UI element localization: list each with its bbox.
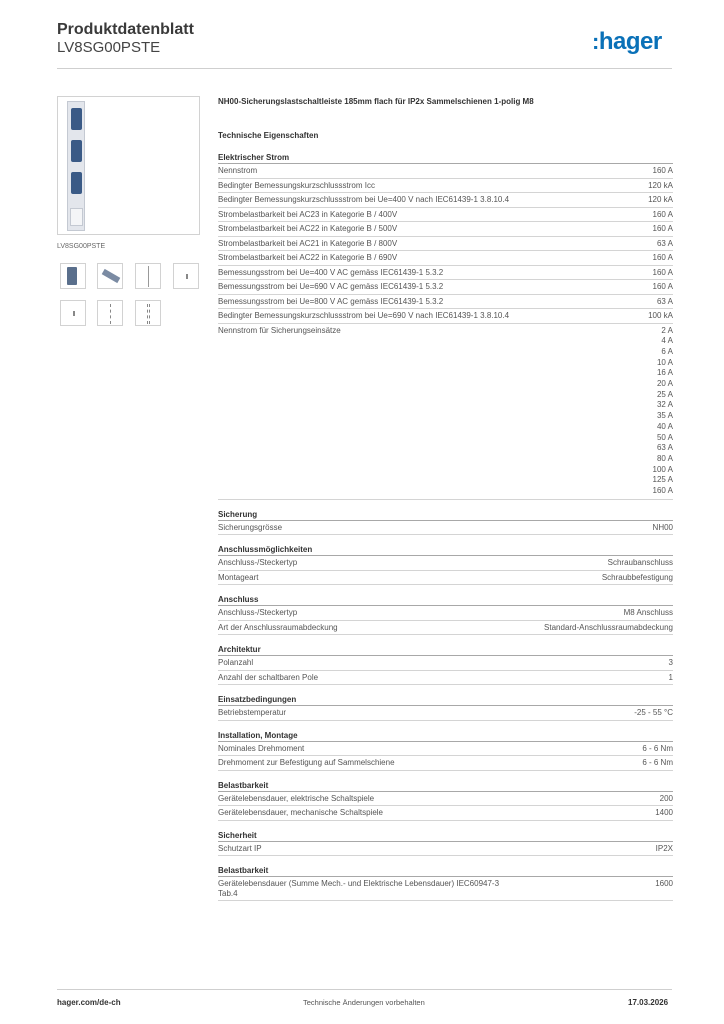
spec-section	[218, 644, 673, 685]
spec-value-list	[653, 326, 673, 497]
spec-value: 120 kA	[648, 180, 673, 190]
thumbnail-side-profile[interactable]	[135, 263, 161, 289]
spec-label: Bemessungsstrom bei Ue=690 V AC gemäss IEC61439-1 5.3.2	[218, 282, 444, 291]
spec-section	[218, 730, 673, 771]
spec-row	[218, 164, 673, 179]
spec-value: NH00	[652, 522, 673, 532]
spec-value: 4 A	[661, 336, 673, 346]
spec-value: 160 A	[652, 253, 673, 262]
spec-label: Anschluss-/Steckertyp	[218, 608, 298, 618]
spec-section	[218, 152, 673, 500]
spec-row	[218, 877, 673, 901]
spec-value: 160 A	[652, 224, 673, 233]
spec-row	[218, 621, 673, 636]
spec-label: Nennstrom für Sicherungseinsätze	[218, 325, 341, 335]
spec-row	[218, 295, 673, 310]
spec-row	[218, 193, 673, 208]
spec-label: Nominales Drehmoment	[218, 743, 305, 753]
spec-row	[218, 222, 673, 237]
spec-row	[218, 324, 673, 500]
technical-properties-heading: Technische Eigenschaften	[218, 131, 319, 140]
thumbnail-drawing[interactable]	[97, 300, 123, 326]
footer-website-link[interactable]: hager.com/de-ch	[57, 998, 121, 1007]
spec-value: 160 A	[652, 282, 673, 291]
spec-row	[218, 208, 673, 223]
spec-label: Gerätelebensdauer, mechanische Schaltspiele	[218, 808, 383, 818]
spec-value: Schraubbefestigung	[601, 572, 673, 582]
spec-label: Nennstrom	[218, 166, 258, 175]
product-image[interactable]	[57, 96, 200, 235]
drawing-detail-icon	[147, 304, 150, 324]
fuse-module-icon	[71, 140, 82, 162]
spec-row	[218, 266, 673, 281]
image-caption: LV8SG00PSTE	[57, 243, 106, 250]
spec-row	[218, 606, 673, 621]
section-heading: Anschluss	[218, 594, 673, 606]
thumbnail-product-view[interactable]	[60, 263, 86, 289]
spec-row	[218, 656, 673, 671]
spec-value: 160 A	[652, 267, 673, 277]
spec-value: 6 A	[661, 346, 673, 356]
spec-row	[218, 842, 673, 857]
spec-row	[218, 251, 673, 266]
article-title: NH00-Sicherungslastschaltleiste 185mm flach für IP2x Sammelschienen 1-polig M8	[218, 97, 534, 106]
spec-value: -25 - 55 °C	[634, 708, 673, 718]
spec-row	[218, 237, 673, 252]
spec-value: 25 A	[656, 389, 673, 399]
spec-value: Schraubanschluss	[607, 558, 673, 568]
spec-value: 125 A	[652, 475, 673, 485]
thumbnail-angled-view[interactable]	[97, 263, 123, 289]
spec-value: 2 A	[661, 325, 673, 335]
spec-label: Schutzart IP	[218, 843, 262, 853]
spec-label: Bedingter Bemessungskurzschlussstrom Icc	[218, 180, 375, 190]
spec-value: 200	[659, 793, 673, 803]
section-heading: Belastbarkeit	[218, 865, 673, 877]
drawing-icon	[110, 304, 111, 324]
spec-section	[218, 544, 673, 585]
spec-row	[218, 521, 673, 536]
spec-value: 100 A	[652, 464, 673, 474]
spec-label: Betriebstemperatur	[218, 708, 287, 718]
fuse-module-icon	[71, 172, 82, 194]
specifications	[218, 152, 673, 910]
header-divider	[57, 68, 672, 69]
spec-label: Montageart	[218, 572, 259, 582]
spec-label: Strombelastbarkeit bei AC22 in Kategorie B / 690V	[218, 253, 398, 262]
spec-row	[218, 571, 673, 586]
spec-row	[218, 556, 673, 571]
spec-label: Anschluss-/Steckertyp	[218, 558, 298, 568]
angled-view-icon	[102, 269, 121, 283]
spec-label: Polanzahl	[218, 658, 254, 668]
spec-label: Anzahl der schaltbaren Pole	[218, 672, 319, 682]
spec-section	[218, 830, 673, 857]
spec-value: 100 kA	[648, 311, 673, 320]
spec-value: 16 A	[656, 368, 673, 378]
end-view-icon	[186, 274, 188, 279]
section-heading: Belastbarkeit	[218, 780, 673, 792]
spec-value: 120 kA	[648, 195, 673, 204]
spec-section	[218, 865, 673, 901]
spec-value: 63 A	[656, 296, 673, 306]
spec-section	[218, 694, 673, 721]
connection-cover-icon	[70, 208, 83, 226]
spec-value: M8 Anschluss	[623, 608, 673, 618]
page-title: Produktdatenblatt	[57, 21, 194, 38]
spec-value: 63 A	[656, 238, 673, 248]
spec-row	[218, 706, 673, 721]
hager-logo[interactable]	[592, 28, 662, 56]
spec-row	[218, 742, 673, 757]
spec-label: Bedingter Bemessungskurzschlussstrom bei Ue=400 V nach IEC61439-1 3.8.10.4	[218, 195, 510, 204]
spec-value: 50 A	[656, 432, 673, 442]
section-heading: Elektrischer Strom	[218, 152, 673, 164]
spec-value: 160 A	[652, 166, 673, 175]
spec-value: 6 - 6 Nm	[642, 758, 673, 768]
spec-row	[218, 280, 673, 295]
spec-label: Strombelastbarkeit bei AC22 in Kategorie B / 500V	[218, 224, 398, 233]
spec-value: 160 A	[652, 209, 673, 219]
footer-divider	[57, 989, 672, 990]
spec-value: 32 A	[656, 400, 673, 410]
fuse-switch-strip-icon	[67, 101, 85, 231]
spec-label: Bemessungsstrom bei Ue=800 V AC gemäss IEC61439-1 5.3.2	[218, 296, 444, 306]
fuse-module-icon	[71, 108, 82, 130]
spec-section	[218, 780, 673, 821]
spec-row	[218, 756, 673, 771]
spec-value: 20 A	[656, 379, 673, 389]
spec-row	[218, 309, 673, 324]
thumbnail-dimension[interactable]	[60, 300, 86, 326]
spec-label: Gerätelebensdauer, elektrische Schaltspiele	[218, 793, 375, 803]
product-view-icon	[67, 267, 77, 285]
section-heading: Architektur	[218, 644, 673, 656]
thumbnail-end-view[interactable]	[173, 263, 199, 289]
spec-value: 80 A	[656, 453, 673, 463]
footer-disclaimer: Technische Änderungen vorbehalten	[303, 998, 425, 1007]
spec-label: Bedingter Bemessungskurzschlussstrom bei Ue=690 V nach IEC61439-1 3.8.10.4	[218, 311, 510, 320]
section-heading: Sicherheit	[218, 830, 673, 842]
spec-label: Strombelastbarkeit bei AC23 in Kategorie B / 400V	[218, 209, 398, 219]
logo-text: hager	[598, 28, 662, 55]
spec-label: Bemessungsstrom bei Ue=400 V AC gemäss IEC61439-1 5.3.2	[218, 267, 444, 277]
section-heading: Einsatzbedingungen	[218, 694, 673, 706]
side-profile-icon	[148, 266, 149, 287]
product-code: LV8SG00PSTE	[57, 39, 161, 56]
spec-row	[218, 671, 673, 686]
spec-value: 63 A	[656, 443, 673, 453]
spec-label: Drehmoment zur Befestigung auf Sammelschiene	[218, 758, 395, 768]
section-heading: Anschlussmöglichkeiten	[218, 544, 673, 556]
logo-dots-icon: :	[592, 29, 599, 54]
spec-value: 1600	[655, 879, 673, 889]
section-heading: Installation, Montage	[218, 730, 673, 742]
spec-value: 10 A	[656, 357, 673, 367]
spec-label: Sicherungsgrösse	[218, 522, 283, 532]
spec-value: 160 A	[652, 486, 673, 496]
spec-label: Strombelastbarkeit bei AC21 in Kategorie B / 800V	[218, 238, 398, 248]
spec-section	[218, 594, 673, 635]
spec-row	[218, 806, 673, 821]
spec-value: 6 - 6 Nm	[642, 743, 673, 753]
dimension-icon	[73, 311, 75, 316]
section-heading: Sicherung	[218, 509, 673, 521]
spec-label: Gerätelebensdauer (Summe Mech.- und Elektrische Lebensdauer) IEC60947-3 Tab.4	[218, 879, 500, 898]
spec-row	[218, 792, 673, 807]
spec-row	[218, 179, 673, 194]
spec-label: Art der Anschlussraumabdeckung	[218, 622, 338, 632]
spec-value: 1400	[655, 808, 673, 818]
footer-date: 17.03.2026	[628, 998, 669, 1007]
spec-value: 3	[668, 658, 673, 668]
spec-value: 35 A	[656, 411, 673, 421]
spec-section	[218, 509, 673, 536]
spec-value: Standard-Anschlussraumabdeckung	[544, 622, 673, 632]
thumbnail-drawing-detail[interactable]	[135, 300, 161, 326]
spec-value: 40 A	[656, 421, 673, 431]
spec-value: 1	[668, 672, 673, 682]
spec-value: IP2X	[655, 843, 673, 853]
